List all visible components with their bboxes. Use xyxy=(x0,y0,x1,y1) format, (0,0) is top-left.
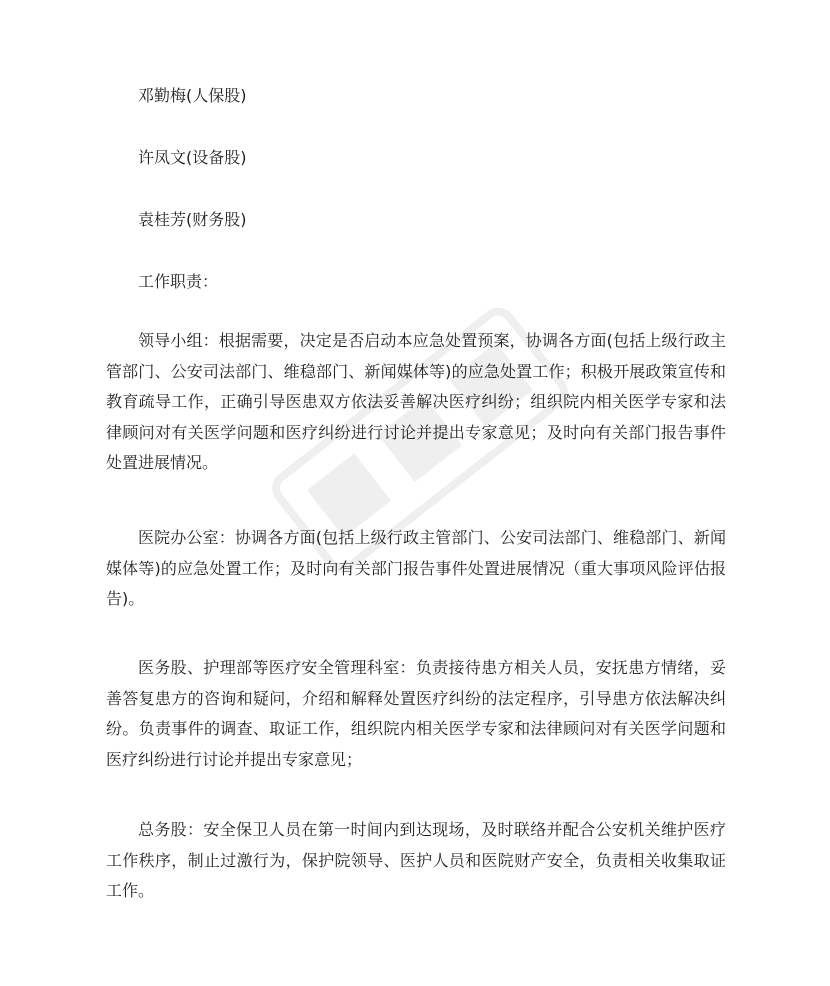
name-line-3: 袁桂芳(财务股) xyxy=(138,210,247,229)
paragraph-general-affairs: 总务股：安全保卫人员在第一时间内到达现场，及时联络并配合公安机关维护医疗工作秩序，制止过激行为，保护院领导、医护人员和医院财产安全，负责相关收集取证工作。 xyxy=(106,820,726,900)
name-line-1: 邓勤梅(人保股) xyxy=(138,86,247,105)
paragraph-leadership-group: 领导小组：根据需要，决定是否启动本应急处置预案，协调各方面(包括上级行政主管部门、公安司法部门、维稳部门、新闻媒体等)的应急处置工作；积极开展政策宣传和教育疏导工作，正确引导医患双方依法妥善解决医疗纠纷；组织院内相关医学专家和法律顾问对有关医学问题和医疗纠纷进行讨论并提出专家意见；及时向有关部门报告事件处置进展情况。 xyxy=(106,331,726,472)
name-line-2: 许凤文(设备股) xyxy=(138,148,247,167)
paragraph-hospital-office: 医院办公室：协调各方面(包括上级行政主管部门、公安司法部门、维稳部门、新闻媒体等)的应急处置工作；及时向有关部门报告事件处置进展情况（重大事项风险评估报告)。 xyxy=(106,528,726,608)
paragraph-medical-affairs: 医务股、护理部等医疗安全管理科室：负责接待患方相关人员，安抚患方情绪，妥善答复患方的咨询和疑问，介绍和解释处置医疗纠纷的法定程序，引导患方依法解决纠纷。负责事件的调查、取证工作，组织院内相关医学专家和法律顾问对有关医学问题和医疗纠纷进行讨论并提出专家意见； xyxy=(106,658,726,769)
duties-heading: 工作职责： xyxy=(138,272,219,291)
